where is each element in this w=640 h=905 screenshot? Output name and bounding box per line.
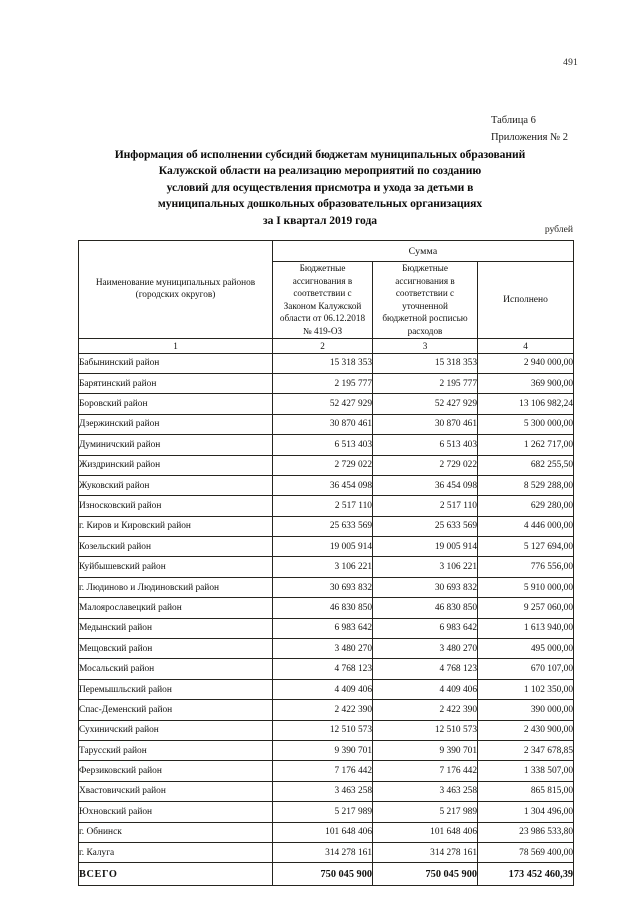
- cell-municipality-name: Ферзиковский район: [79, 761, 273, 781]
- cell-municipality-name: Мосальский район: [79, 659, 273, 679]
- cell-appropriation-law: 101 648 406: [273, 822, 373, 842]
- cell-appropriation-law: 19 005 914: [273, 537, 373, 557]
- cell-executed: 5 127 694,00: [478, 537, 574, 557]
- cell-appropriation-law: 2 729 022: [273, 455, 373, 475]
- cell-appropriation-law: 3 480 270: [273, 639, 373, 659]
- cell-appropriation-law: 4 768 123: [273, 659, 373, 679]
- cell-appropriation-law: 2 517 110: [273, 496, 373, 516]
- cell-appropriation-revised: 3 480 270: [373, 639, 478, 659]
- cell-municipality-name: Перемышльский район: [79, 679, 273, 699]
- page-title-line-5: за I квартал 2019 года: [262, 213, 378, 227]
- cell-municipality-name: Мещовский район: [79, 639, 273, 659]
- cell-appropriation-law: 30 693 832: [273, 577, 373, 597]
- table-row: [79, 373, 574, 393]
- col3-line4: уточненной: [402, 300, 448, 311]
- table-row: [79, 740, 574, 760]
- cell-appropriation-law: 15 318 353: [273, 353, 373, 373]
- table-row: [79, 761, 574, 781]
- cell-municipality-name: г. Людиново и Людиновский район: [79, 577, 273, 597]
- col2-line6: № 419-ОЗ: [302, 325, 343, 336]
- cell-municipality-name: Жиздринский район: [79, 455, 273, 475]
- cell-municipality-name: Барятинский район: [79, 373, 273, 393]
- cell-appropriation-revised: 19 005 914: [373, 537, 478, 557]
- cell-executed: 495 000,00: [478, 639, 574, 659]
- table-row: [79, 720, 574, 740]
- column-header-col2: [273, 262, 373, 339]
- col2-line2: ассигнования в: [292, 275, 353, 286]
- page-title: [52, 147, 588, 229]
- header-row-group: [79, 241, 574, 262]
- cell-appropriation-revised: 5 217 989: [373, 802, 478, 822]
- cell-appropriation-revised: 30 870 461: [373, 414, 478, 434]
- cell-appropriation-law: 6 983 642: [273, 618, 373, 638]
- column-header-sum: Сумма: [273, 241, 574, 262]
- cell-municipality-name: Малоярославецкий район: [79, 598, 273, 618]
- cell-municipality-name: Дзержинский район: [79, 414, 273, 434]
- cell-municipality-name: Козельский район: [79, 537, 273, 557]
- cell-executed: 8 529 288,00: [478, 475, 574, 495]
- cell-appropriation-revised: 52 427 929: [373, 394, 478, 414]
- col3-line3: соответствии с: [395, 288, 455, 299]
- table-row: [79, 475, 574, 495]
- cell-executed: 369 900,00: [478, 373, 574, 393]
- cell-municipality-name: Износковский район: [79, 496, 273, 516]
- cell-appropriation-revised: 101 648 406: [373, 822, 478, 842]
- cell-municipality-name: Юхновский район: [79, 802, 273, 822]
- table-row: [79, 496, 574, 516]
- cell-appropriation-law: 36 454 098: [273, 475, 373, 495]
- table-row: [79, 781, 574, 801]
- cell-executed: 5 300 000,00: [478, 414, 574, 434]
- cell-appropriation-law: 46 830 850: [273, 598, 373, 618]
- column-number-3: 3: [373, 338, 478, 353]
- data-table-wrapper: [78, 240, 573, 886]
- cell-appropriation-revised: 2 422 390: [373, 700, 478, 720]
- cell-municipality-name: Жуковский район: [79, 475, 273, 495]
- table-row: [79, 577, 574, 597]
- appendix-label: Приложения № 2: [490, 132, 568, 143]
- cell-executed: 23 986 533,80: [478, 822, 574, 842]
- cell-municipality-name: г. Калуга: [79, 842, 273, 862]
- cell-appropriation-revised: 46 830 850: [373, 598, 478, 618]
- cell-appropriation-law: 12 510 573: [273, 720, 373, 740]
- col3-line2: ассигнования в: [395, 275, 455, 286]
- table-row: [79, 537, 574, 557]
- cell-executed: 13 106 982,24: [478, 394, 574, 414]
- cell-executed: 78 569 400,00: [478, 842, 574, 862]
- col3-line6: расходов: [407, 325, 443, 336]
- page-title-line-2: Калужской области на реализацию мероприятий по созданию: [158, 164, 482, 178]
- column-number-2: 2: [273, 338, 373, 353]
- column-number-1: 1: [79, 338, 273, 353]
- cell-appropriation-law: 2 422 390: [273, 700, 373, 720]
- cell-appropriation-revised: 6 983 642: [373, 618, 478, 638]
- col3-line1: Бюджетные: [402, 263, 448, 273]
- cell-municipality-name: г. Обнинск: [79, 822, 273, 842]
- cell-appropriation-law: 30 870 461: [273, 414, 373, 434]
- cell-appropriation-law: 9 390 701: [273, 740, 373, 760]
- units-note: рублей: [544, 224, 573, 235]
- cell-appropriation-law: 3 106 221: [273, 557, 373, 577]
- cell-municipality-name: Медынский район: [79, 618, 273, 638]
- cell-appropriation-revised: 3 106 221: [373, 557, 478, 577]
- page-title-line-1: Информация об исполнении субсидий бюджетам муниципальных образований: [114, 148, 526, 161]
- table-row: [79, 516, 574, 536]
- cell-municipality-name: Бабынинский район: [79, 353, 273, 373]
- col2-line3: соответствии с: [293, 288, 352, 299]
- cell-total-label: ВСЕГО: [79, 863, 273, 886]
- table-row: [79, 700, 574, 720]
- table-row: [79, 557, 574, 577]
- table-row: [79, 435, 574, 455]
- cell-total-appropriation-revised: 750 045 900: [373, 863, 478, 886]
- cell-executed: 1 102 350,00: [478, 679, 574, 699]
- cell-executed: 1 338 507,00: [478, 761, 574, 781]
- cell-appropriation-law: 52 427 929: [273, 394, 373, 414]
- col2-line4: Законом Калужской: [283, 300, 362, 311]
- cell-executed: 629 280,00: [478, 496, 574, 516]
- cell-executed: 2 347 678,85: [478, 740, 574, 760]
- cell-municipality-name: Думиничский район: [79, 435, 273, 455]
- cell-appropriation-revised: 4 768 123: [373, 659, 478, 679]
- cell-municipality-name: Куйбышевский район: [79, 557, 273, 577]
- cell-municipality-name: Хвастовичский район: [79, 781, 273, 801]
- col2-line1: Бюджетные: [299, 263, 346, 273]
- page-number: 491: [563, 58, 578, 68]
- cell-executed: 1 613 940,00: [478, 618, 574, 638]
- cell-appropriation-law: 4 409 406: [273, 679, 373, 699]
- table-label: Таблица 6: [490, 115, 536, 126]
- cell-municipality-name: Тарусский район: [79, 740, 273, 760]
- cell-executed: 5 910 000,00: [478, 577, 574, 597]
- cell-appropriation-revised: 6 513 403: [373, 435, 478, 455]
- cell-total-appropriation-law: 750 045 900: [273, 863, 373, 886]
- column-header-name: [79, 241, 273, 339]
- cell-executed: 1 262 717,00: [478, 435, 574, 455]
- cell-appropriation-law: 2 195 777: [273, 373, 373, 393]
- table-row: [79, 353, 574, 373]
- table-total-row: [79, 863, 574, 886]
- cell-executed: 4 446 000,00: [478, 516, 574, 536]
- cell-appropriation-revised: 12 510 573: [373, 720, 478, 740]
- table-row: [79, 455, 574, 475]
- column-numbering-row: [79, 338, 574, 353]
- table-row: [79, 659, 574, 679]
- cell-executed: 670 107,00: [478, 659, 574, 679]
- cell-executed: 776 556,00: [478, 557, 574, 577]
- column-header-col3: [373, 262, 478, 339]
- cell-appropriation-revised: 314 278 161: [373, 842, 478, 862]
- cell-appropriation-law: 6 513 403: [273, 435, 373, 455]
- cell-executed: 2 940 000,00: [478, 353, 574, 373]
- cell-executed: 2 430 900,00: [478, 720, 574, 740]
- column-header-name-line2: (городских округов): [135, 290, 216, 301]
- cell-appropriation-law: 7 176 442: [273, 761, 373, 781]
- col3-line5: бюджетной росписью: [382, 313, 468, 324]
- table-row: [79, 639, 574, 659]
- cell-appropriation-revised: 2 195 777: [373, 373, 478, 393]
- table-row: [79, 822, 574, 842]
- cell-total-executed: 173 452 460,39: [478, 863, 574, 886]
- cell-executed: 682 255,50: [478, 455, 574, 475]
- col2-line5: области от 06.12.2018: [279, 313, 366, 324]
- page-title-line-3: условий для осуществления присмотра и ухода за детьми в: [166, 180, 474, 194]
- table-row: [79, 842, 574, 862]
- cell-municipality-name: г. Киров и Кировский район: [79, 516, 273, 536]
- table-body: [79, 353, 574, 886]
- cell-appropriation-law: 3 463 258: [273, 781, 373, 801]
- cell-appropriation-revised: 25 633 569: [373, 516, 478, 536]
- cell-appropriation-revised: 9 390 701: [373, 740, 478, 760]
- table-row: [79, 679, 574, 699]
- table-row: [79, 618, 574, 638]
- cell-municipality-name: Спас-Деменский район: [79, 700, 273, 720]
- cell-appropriation-law: 25 633 569: [273, 516, 373, 536]
- table-row: [79, 802, 574, 822]
- cell-appropriation-revised: 7 176 442: [373, 761, 478, 781]
- cell-municipality-name: Сухиничский район: [79, 720, 273, 740]
- cell-appropriation-revised: 36 454 098: [373, 475, 478, 495]
- cell-appropriation-revised: 3 463 258: [373, 781, 478, 801]
- cell-executed: 390 000,00: [478, 700, 574, 720]
- column-header-col4: Исполнено: [478, 262, 574, 339]
- cell-appropriation-law: 314 278 161: [273, 842, 373, 862]
- cell-executed: 9 257 060,00: [478, 598, 574, 618]
- cell-appropriation-revised: 2 517 110: [373, 496, 478, 516]
- column-header-name-line1: Наименование муниципальных районов: [95, 277, 256, 288]
- cell-executed: 1 304 496,00: [478, 802, 574, 822]
- cell-appropriation-revised: 2 729 022: [373, 455, 478, 475]
- cell-municipality-name: Боровский район: [79, 394, 273, 414]
- cell-appropriation-revised: 4 409 406: [373, 679, 478, 699]
- cell-appropriation-law: 5 217 989: [273, 802, 373, 822]
- table-row: [79, 394, 574, 414]
- column-number-4: 4: [478, 338, 574, 353]
- cell-executed: 865 815,00: [478, 781, 574, 801]
- table-head: [79, 241, 574, 354]
- page-title-line-4: муниципальных дошкольных образовательных организациях: [157, 197, 483, 211]
- subsidies-table: [78, 240, 574, 886]
- table-row: [79, 414, 574, 434]
- table-caption-block: [491, 112, 568, 146]
- cell-appropriation-revised: 15 318 353: [373, 353, 478, 373]
- table-row: [79, 598, 574, 618]
- cell-appropriation-revised: 30 693 832: [373, 577, 478, 597]
